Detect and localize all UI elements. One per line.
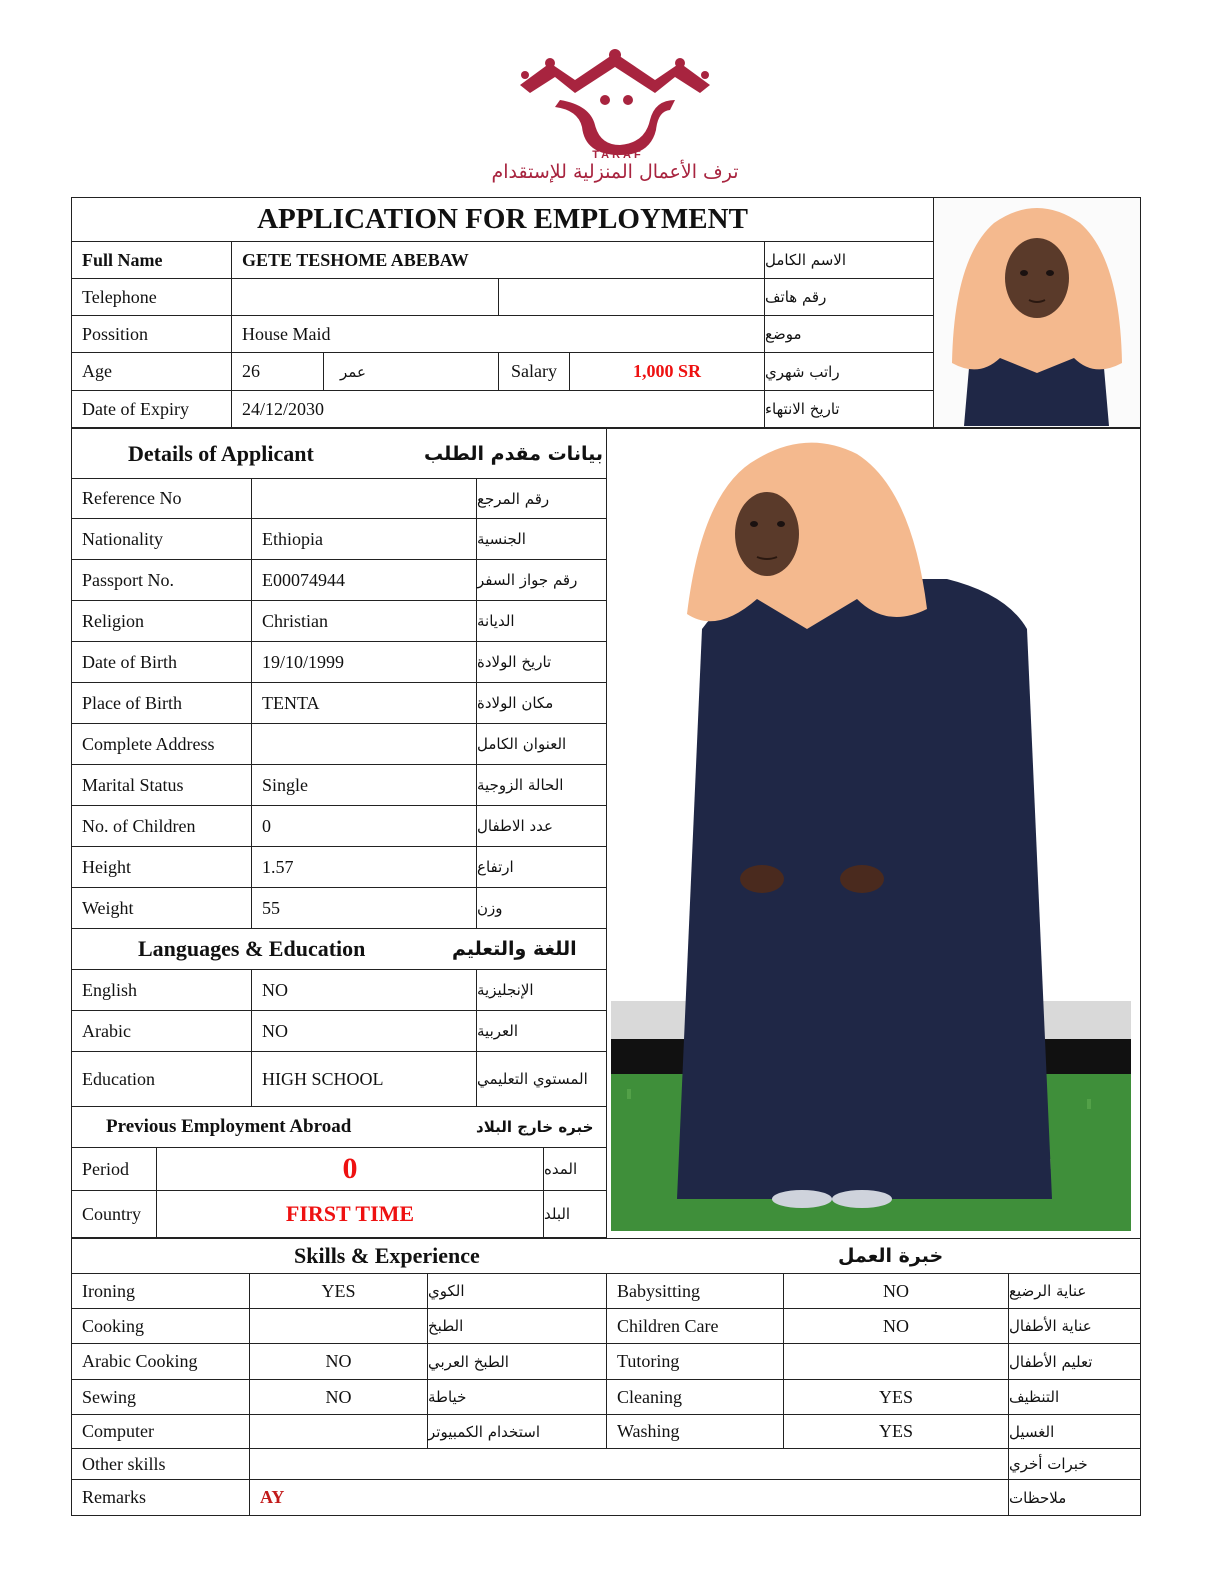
detail-ar: الديانة [476,600,607,642]
other-skills-value [249,1448,1009,1480]
telephone-value-2 [498,278,765,316]
detail-label: Nationality [71,518,252,560]
skill-value: NO [783,1273,1009,1309]
country-label: Country [71,1190,157,1238]
position-ar: موضع [764,315,934,353]
skill-ar: عناية الأطفال [1008,1308,1141,1344]
telephone-ar: رقم هاتف [764,278,934,316]
brand-latin: TARAF [592,149,644,161]
detail-ar: ارتفاع [476,846,607,888]
skill-label: Washing [606,1414,784,1449]
detail-ar: مكان الولادة [476,682,607,724]
skill-ar: الكوي [427,1273,607,1309]
previous-heading: Previous Employment Abroad خبره خارج البلاد [71,1106,607,1148]
telephone-value [231,278,499,316]
detail-value: 1.57 [251,846,477,888]
full-name-ar: الاسم الكامل [764,241,934,279]
detail-ar: رقم جواز السفر [476,559,607,601]
language-ar: العربية [476,1010,607,1052]
expiry-value: 24/12/2030 [231,390,765,428]
detail-label: No. of Children [71,805,252,847]
language-label: Education [71,1051,252,1107]
period-ar: المده [543,1147,607,1191]
other-skills-ar: خبرات أخري [1008,1448,1141,1480]
detail-value: 19/10/1999 [251,641,477,683]
skill-value [783,1343,1009,1380]
skills-heading: Skills & Experience خبرة العمل [71,1238,1141,1274]
detail-value [251,723,477,765]
skill-ar: خياطة [427,1379,607,1415]
details-heading: Details of Applicant بيانات مقدم الطلب [71,428,607,479]
position-label: Possition [71,315,232,353]
position-value: House Maid [231,315,765,353]
country-ar: البلد [543,1190,607,1238]
skill-ar: عناية الرضيع [1008,1273,1141,1309]
detail-label: Marital Status [71,764,252,806]
detail-label: Passport No. [71,559,252,601]
skill-value: NO [783,1308,1009,1344]
detail-value: E00074944 [251,559,477,601]
applicant-full-photo [606,428,1141,1239]
expiry-ar: تاريخ الانتهاء [764,390,934,428]
salary-value: 1,000 SR [569,352,765,391]
country-value: FIRST TIME [156,1190,544,1238]
detail-value: Single [251,764,477,806]
skill-value [249,1308,428,1344]
detail-ar: رقم المرجع [476,478,607,519]
skill-value: NO [249,1379,428,1415]
salary-label: Salary [498,352,570,391]
skill-ar: الطبخ [427,1308,607,1344]
skill-value [249,1414,428,1449]
skill-label: Cleaning [606,1379,784,1415]
detail-ar: عدد الاطفال [476,805,607,847]
skill-ar: الطبخ العربي [427,1343,607,1380]
skill-label: Children Care [606,1308,784,1344]
skill-label: Babysitting [606,1273,784,1309]
language-ar: الإنجليزية [476,969,607,1011]
skill-label: Computer [71,1414,250,1449]
skill-label: Tutoring [606,1343,784,1380]
detail-value [251,478,477,519]
language-label: Arabic [71,1010,252,1052]
detail-value: 0 [251,805,477,847]
detail-label: Place of Birth [71,682,252,724]
age-value: 26 [231,352,324,391]
period-label: Period [71,1147,157,1191]
detail-label: Religion [71,600,252,642]
detail-ar: تاريخ الولادة [476,641,607,683]
applicant-portrait-photo [933,197,1141,428]
detail-ar: الحالة الزوجية [476,764,607,806]
language-value: NO [251,969,477,1011]
skill-label: Arabic Cooking [71,1343,250,1380]
skill-value: YES [783,1414,1009,1449]
detail-value: 55 [251,887,477,929]
detail-ar: الجنسية [476,518,607,560]
full-name-label: Full Name [71,241,232,279]
language-value: NO [251,1010,477,1052]
remarks-label: Remarks [71,1479,250,1516]
detail-ar: العنوان الكامل [476,723,607,765]
age-label: Age [71,352,232,391]
remarks-ar: ملاحظات [1008,1479,1141,1516]
skill-ar: التنظيف [1008,1379,1141,1415]
other-skills-label: Other skills [71,1448,250,1480]
skill-label: Cooking [71,1308,250,1344]
languages-heading: Languages & Education اللغة والتعليم [71,928,607,970]
skill-ar: تعليم الأطفال [1008,1343,1141,1380]
detail-ar: وزن [476,887,607,929]
language-ar: المستوي التعليمي [476,1051,607,1107]
language-label: English [71,969,252,1011]
detail-value: TENTA [251,682,477,724]
detail-label: Complete Address [71,723,252,765]
skill-value: YES [783,1379,1009,1415]
age-ar: عمر [323,352,499,391]
brand-arabic: ترف الأعمال المنزلية للإستقدام [491,161,739,183]
salary-ar: راتب شهري [764,352,934,391]
telephone-label: Telephone [71,278,232,316]
page-title: APPLICATION FOR EMPLOYMENT [71,197,934,242]
company-logo [400,45,830,185]
detail-value: Christian [251,600,477,642]
skill-label: Ironing [71,1273,250,1309]
skill-label: Sewing [71,1379,250,1415]
skill-ar: استخدام الكمبيوتر [427,1414,607,1449]
language-value: HIGH SCHOOL [251,1051,477,1107]
skill-value: YES [249,1273,428,1309]
full-name-value: GETE TESHOME ABEBAW [231,241,765,279]
detail-label: Reference No [71,478,252,519]
detail-label: Height [71,846,252,888]
expiry-label: Date of Expiry [71,390,232,428]
period-value: 0 [156,1147,544,1191]
detail-label: Weight [71,887,252,929]
skill-ar: الغسيل [1008,1414,1141,1449]
skill-value: NO [249,1343,428,1380]
detail-value: Ethiopia [251,518,477,560]
detail-label: Date of Birth [71,641,252,683]
remarks-value: AY [249,1479,1009,1516]
